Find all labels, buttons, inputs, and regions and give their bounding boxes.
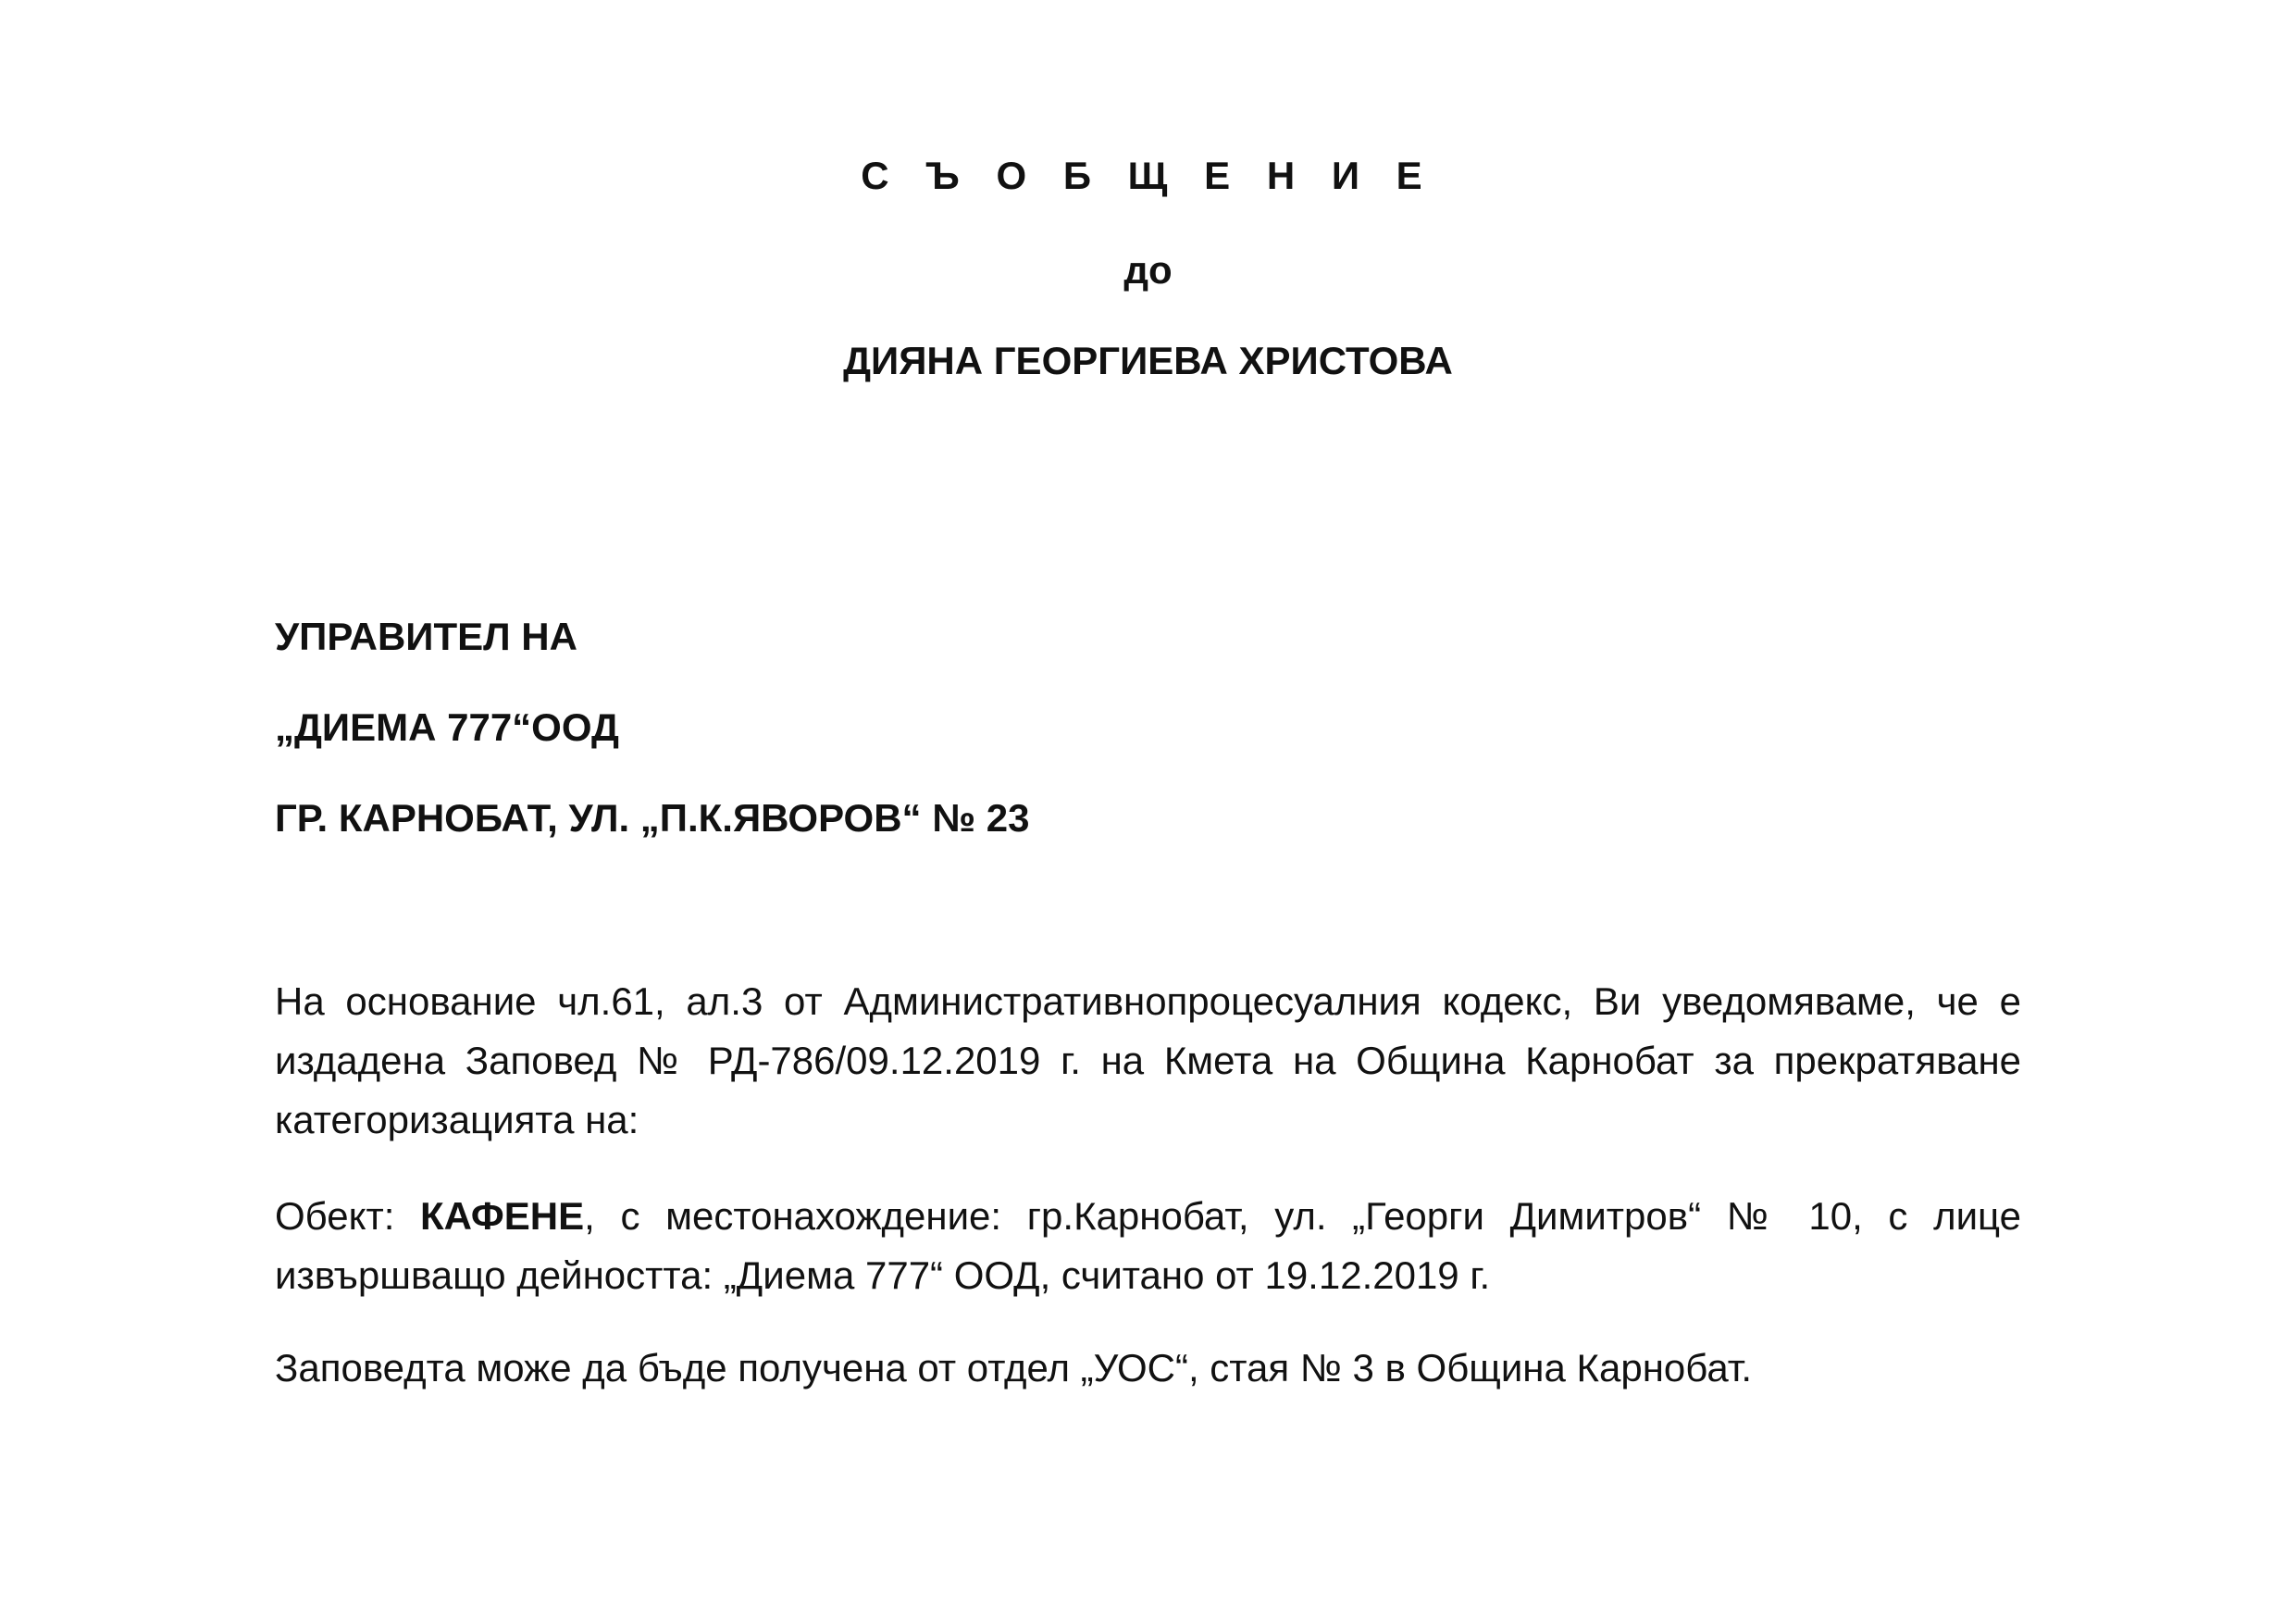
recipient-address: ГР. КАРНОБАТ, УЛ. „П.К.ЯВОРОВ“ № 23 (275, 796, 1030, 840)
notice-paragraph-object (275, 1187, 2021, 1305)
paragraph-text: Заповедта може да бъде получена от отдел „УОС“, стая № 3 в Община Карнобат. (275, 1346, 1753, 1389)
addressed-to-label: до (1123, 248, 1173, 292)
addressee-name: ДИЯНА ГЕОРГИЕВА ХРИСТОВА (843, 339, 1453, 382)
object-type: КАФЕНЕ (420, 1194, 585, 1238)
paragraph-text: На основание чл.61, ал.3 от Административнопроцесуалния кодекс, Ви уведомяваме, че е издадена Заповед № РД-786/09.12.2019 г. на Кмета на Община Карнобат за прекратяване категоризацията на: (275, 979, 2021, 1141)
recipient-company: „ДИЕМА 777“ООД (275, 705, 619, 749)
paragraph-text (275, 1187, 2021, 1305)
notice-paragraph-pickup (275, 1339, 2021, 1398)
recipient-position: УПРАВИТЕЛ НА (275, 615, 577, 658)
document-title: С Ъ О Б Щ Е Н И Е (861, 154, 1435, 197)
object-details: , с местонахождение: гр.Карнобат, ул. „Георги Димитров“ № 10, с лице извършващо дейността: „Диема 777“ ООД, считано от 19.12.2019 г. (275, 1194, 2021, 1297)
notice-paragraph-legal-basis (275, 972, 2021, 1150)
object-prefix: Обект: (275, 1194, 421, 1238)
